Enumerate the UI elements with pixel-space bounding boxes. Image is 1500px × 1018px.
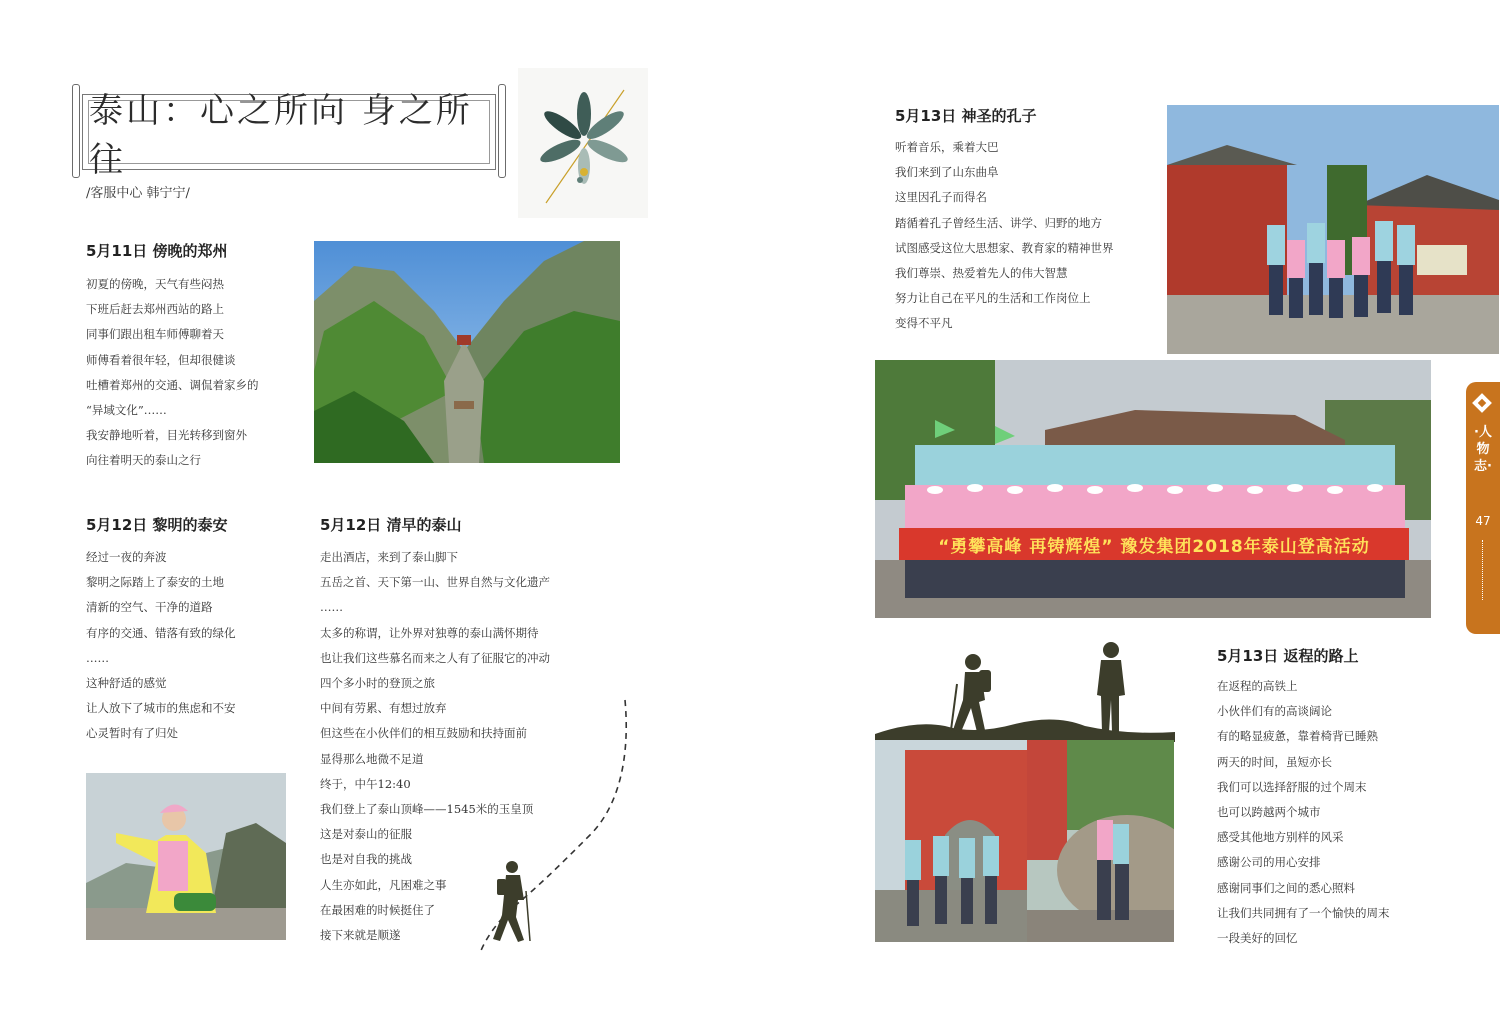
text-line: 感谢同事们之间的悉心照料 [1217, 880, 1355, 895]
text-line: 我们可以选择舒服的过个周末 [1217, 779, 1367, 794]
text-line: 一段美好的回忆 [1217, 931, 1298, 946]
text-line: 听着音乐，乘着大巴 [895, 140, 999, 154]
chapter-label: ·人物志· [1474, 425, 1492, 474]
text-line: 让人放下了城市的焦虑和不安 [86, 701, 236, 716]
author-line: /客服中心 韩宁宁/ [86, 186, 190, 201]
event-banner: “勇攀高峰 再铸辉煌” 豫发集团2018年泰山登高活动 [899, 528, 1409, 560]
text-line: 在最困难的时候挺住了 [320, 902, 435, 917]
page-title: 泰山：心之所向 身之所往 [89, 91, 473, 180]
text-line: 师傅看着很年轻，但却很健谈 [86, 352, 236, 367]
text-line: 踏循着孔子曾经生活、讲学、归野的地方 [895, 215, 1102, 230]
mountain-photo [314, 241, 620, 463]
text-line: “异域文化”…… [86, 403, 167, 418]
text-line: 也是对自我的挑战 [320, 852, 412, 867]
text-line: 中间有劳累、有想过放弃 [320, 701, 447, 716]
hiker-with-poles-icon [951, 654, 991, 732]
text-line: 下班后赶去郑州西站的路上 [86, 302, 224, 317]
text-line: 太多的称谓，让外界对独尊的泰山满怀期待 [320, 625, 539, 640]
page-number: 47 [1475, 514, 1491, 528]
group-banner-photo [875, 360, 1431, 618]
section-heading-0513-return: 5月13日 返程的路上 [1217, 647, 1359, 665]
standing-hiker-icon [1097, 642, 1125, 732]
text-line: …… [86, 650, 109, 665]
silhouette-strip [875, 640, 1175, 742]
text-line: 但这些在小伙伴们的相互鼓励和扶持面前 [320, 726, 527, 741]
section-text-0513-return [1217, 674, 1447, 951]
text-line: 两天的时间，虽短亦长 [1217, 754, 1332, 769]
text-line: 清新的空气、干净的道路 [86, 600, 213, 615]
text-line: 接下来就是顺遂 [320, 928, 401, 943]
temple-group-photo [1167, 105, 1499, 354]
text-line: 我安静地听着，目光转移到窗外 [86, 428, 247, 443]
text-line: 也可以跨越两个城市 [1217, 805, 1321, 820]
text-line: 努力让自己在平凡的生活和工作岗位上 [895, 291, 1091, 306]
text-line: 走出酒店，来到了泰山脚下 [320, 550, 458, 564]
text-line: 初夏的傍晚，天气有些闷热 [86, 277, 224, 291]
rock-pair-photo [1027, 740, 1174, 942]
diamond-icon [1472, 393, 1492, 413]
title-box [88, 91, 490, 180]
text-line: 吐槽着郑州的交通、调侃着家乡的 [86, 377, 259, 392]
summit-portrait-photo [86, 773, 286, 940]
text-line: 五岳之首、天下第一山、世界自然与文化遗产 [320, 575, 550, 590]
section-text-0513-confucius [895, 135, 1155, 337]
text-line: 经过一夜的奔波 [86, 550, 167, 564]
gate-group-photo [875, 740, 1027, 942]
hiker-trail-ornament [470, 695, 640, 960]
text-line: 也让我们这些慕名而来之人有了征服它的冲动 [320, 650, 550, 665]
text-line: 我们来到了山东曲阜 [895, 165, 999, 180]
text-line: 小伙伴们有的高谈阔论 [1217, 704, 1332, 719]
text-line: 心灵暂时有了归处 [86, 726, 178, 741]
text-line: 在返程的高铁上 [1217, 679, 1298, 693]
right-page [750, 0, 1500, 1018]
text-line: 显得那么地微不足道 [320, 751, 424, 766]
section-heading-0512-morning: 5月12日 清早的泰山 [320, 516, 462, 534]
text-line: 终于，中午12:40 [320, 776, 411, 791]
text-line: 向往着明天的泰山之行 [86, 453, 201, 468]
text-line: 四个多小时的登顶之旅 [320, 676, 435, 691]
text-line: 我们尊崇、热爱着先人的伟大智慧 [895, 266, 1068, 281]
tab-divider [1482, 540, 1485, 600]
text-line: 这里因孔子而得名 [895, 190, 987, 205]
chapter-side-tab [1466, 382, 1500, 634]
hiker-icon [493, 861, 530, 942]
text-line: 有的略显疲惫，靠着椅背已睡熟 [1217, 729, 1378, 744]
text-line: 这种舒适的感觉 [86, 676, 167, 691]
leaf-icon [518, 68, 648, 218]
text-line: 试图感受这位大思想家、教育家的精神世界 [895, 240, 1114, 255]
text-line: 黎明之际踏上了泰安的土地 [86, 575, 224, 590]
text-line: 这是对泰山的征服 [320, 827, 412, 842]
scroll-rod-right [498, 84, 506, 178]
text-line: 同事们跟出租车师傅聊着天 [86, 327, 224, 342]
text-line: 人生亦如此，凡困难之事 [320, 877, 447, 892]
text-line: 我们登上了泰山顶峰——1545米的玉皇顶 [320, 802, 534, 817]
text-line: 有序的交通、错落有致的绿化 [86, 625, 236, 640]
text-line: 感谢公司的用心安排 [1217, 855, 1321, 870]
title-scroll [74, 88, 504, 180]
text-line: …… [320, 600, 343, 615]
text-line: 让我们共同拥有了一个愉快的周末 [1217, 905, 1390, 920]
text-line: 感受其他地方别样的风采 [1217, 830, 1344, 845]
section-text-0512-dawn [86, 545, 306, 747]
leaf-ornament [518, 68, 648, 218]
section-heading-0511: 5月11日 傍晚的郑州 [86, 242, 228, 260]
section-heading-0512-dawn: 5月12日 黎明的泰安 [86, 516, 228, 534]
section-heading-0513-confucius: 5月13日 神圣的孔子 [895, 107, 1037, 125]
text-line: 变得不平凡 [895, 316, 953, 331]
section-text-0511 [86, 272, 306, 474]
scroll-rod-left [72, 84, 80, 178]
